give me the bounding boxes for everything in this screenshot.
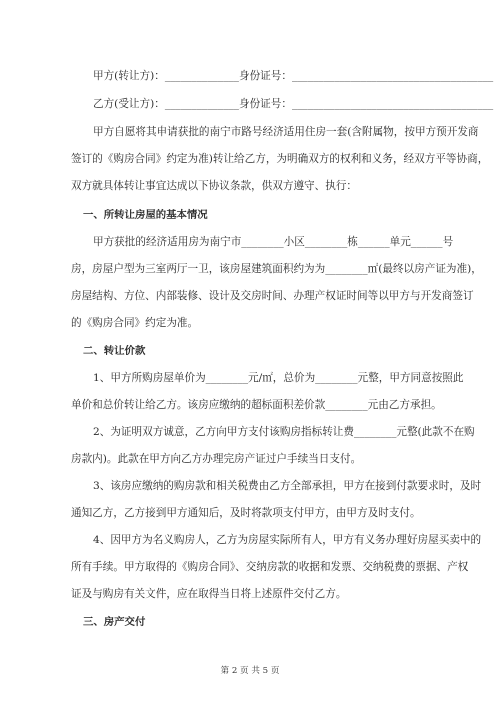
intro-line: 甲方自愿将其申请获批的南宁市路号经济适用住房一套(含附属物，按甲方预开发商 [93,126,479,138]
intro-line: 双方就具体转让事宜达成以下协议条款，供双方遵守、执行： [71,180,358,192]
section-heading: 三、房产交付 [83,616,146,628]
section-heading: 二、转让价款 [83,345,146,357]
section2-line: 单价和总价转让给乙方。该房应缴纳的超标面积差价款________元由乙方承担。 [71,399,442,411]
section2-line: 房款内)。此款在甲方向乙方办理完房产证过户手续当日支付。 [71,453,362,465]
section2-line: 2、为证明双方诚意，乙方向甲方支付该购房指标转让费________元整(此款不在购 [93,426,475,438]
section1-line: 的《购房合同》约定为准。 [71,317,199,329]
section-heading: 一、所转让房屋的基本情况 [83,209,208,221]
intro-line: 签订的《购房合同》约定为准)转让给乙方，为明确双方的权利和义务，经双方平等协商， [71,153,489,165]
section2-line: 所有手续。甲方取得的《购房合同》、交纳房款的收据和发票、交纳税费的票据、产权 [71,561,469,573]
section2-line: 4、因甲方为名义购房人，乙方为房屋实际所有人，甲方有义务办理好房屋买卖中的 [93,534,482,546]
section1-line: 房屋结构、方位、内部装修、设计及交房时间、办理产权证时间等以甲方与开发商签订 [71,290,474,302]
section2-line: 1、甲方所购房屋单价为________元/㎡，总价为________元整，甲方同意按照此 [93,372,464,384]
party-b-line: 乙方(受让方)：______________身份证号：______________________________________ [93,98,494,110]
section2-line: 通知乙方，乙方接到甲方通知后，及时将款项支付甲方，由甲方及时支付。 [71,507,421,519]
section1-line: 房，房屋户型为三室两厅一卫，该房屋建筑面积约为为________㎡(最终以房产证为准)， [71,263,482,275]
page-number: 第 2 页 共 5 页 [220,666,280,676]
section2-line: 3、该房应缴纳的购房款和相关税费由乙方全部承担，甲方在接到付款要求时，及时 [93,480,482,492]
section1-line: 甲方获批的经济适用房为南宁市________小区________栋______单元______号 [93,236,454,248]
party-a-line: 甲方(转让方)：______________身份证号：______________________________________ [93,70,494,82]
section2-line: 证及与购房有关文件，应在取得当日将上述原件交付乙方。 [71,588,347,600]
